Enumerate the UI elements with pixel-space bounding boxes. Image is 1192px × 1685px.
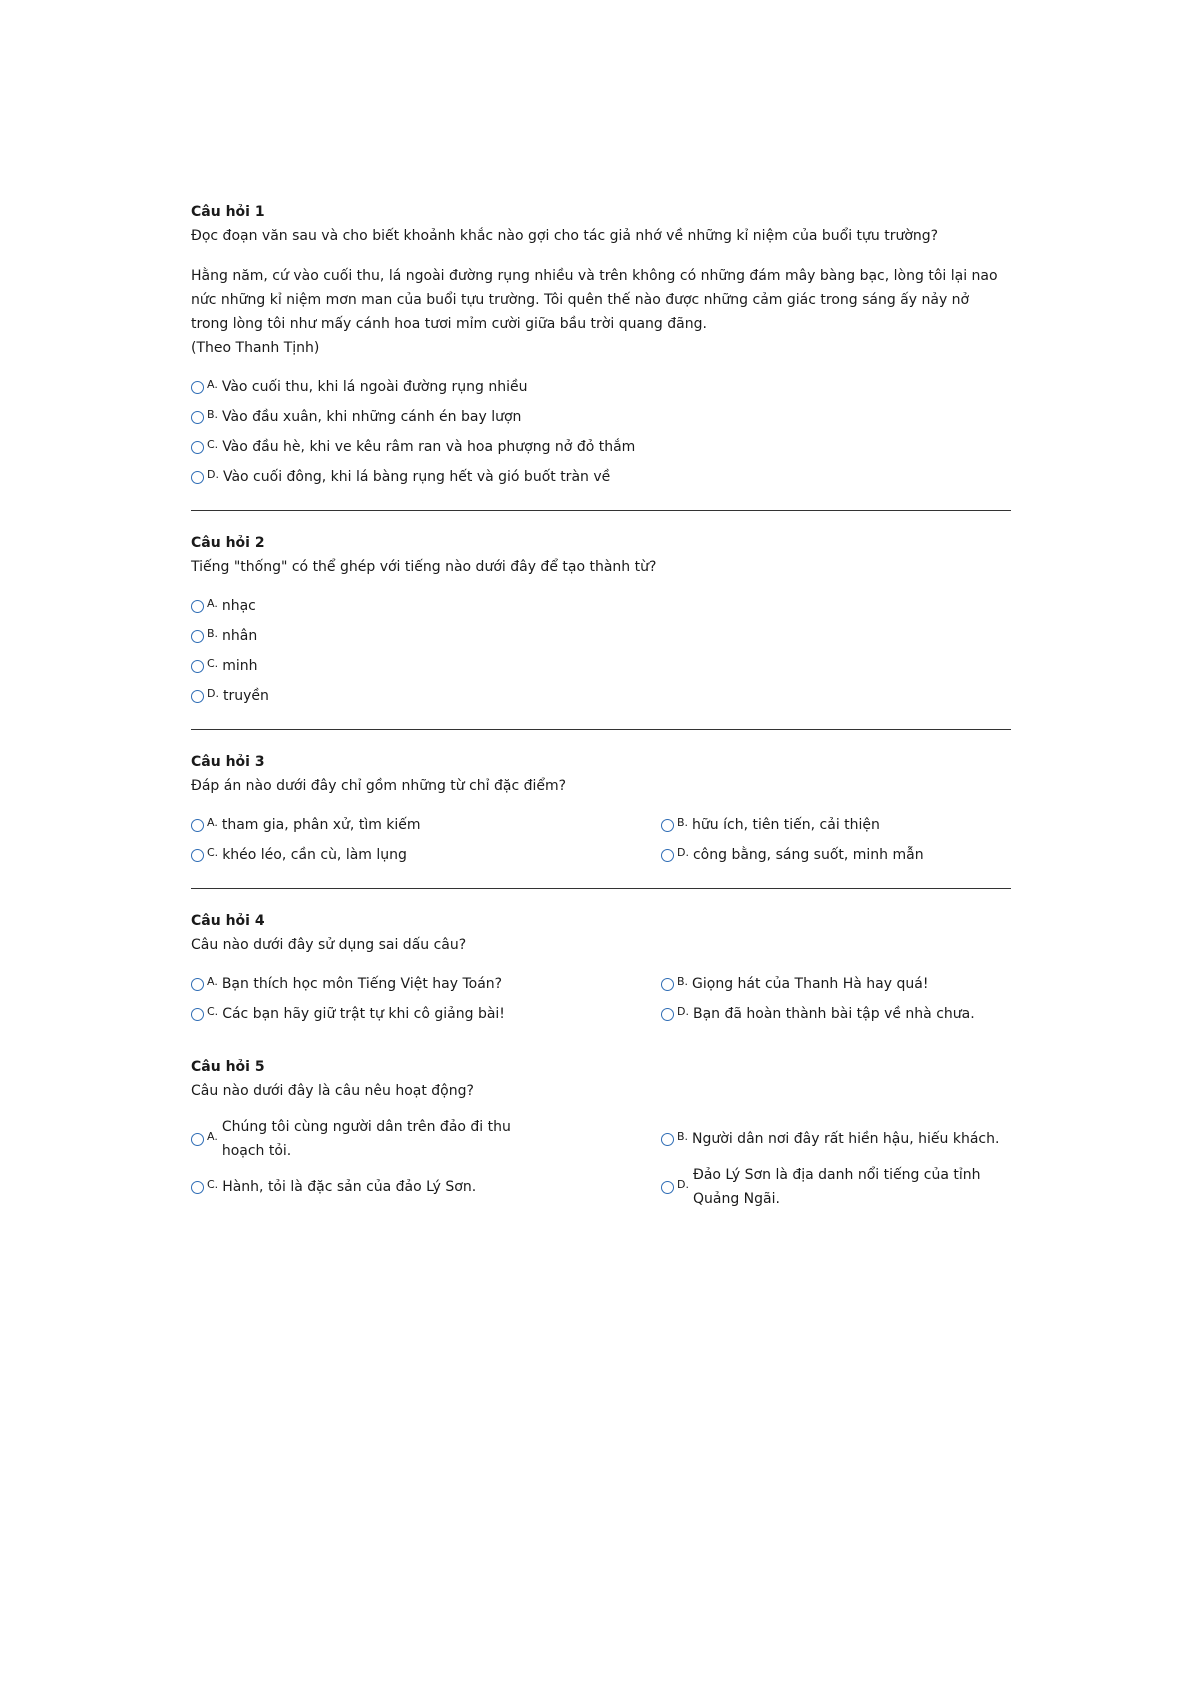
radio-button[interactable]	[191, 600, 204, 613]
question-text: Đáp án nào dưới đây chỉ gồm những từ chỉ đặc điểm?	[191, 778, 567, 794]
question-text: Câu nào dưới đây sử dụng sai dấu câu?	[191, 937, 467, 953]
question-4	[191, 909, 1011, 1029]
option-text: Hành, tỏi là đặc sản của đảo Lý Sơn.	[222, 1179, 477, 1195]
question-3	[191, 750, 1011, 870]
options-grid	[191, 1115, 1011, 1211]
radio-button[interactable]	[191, 1133, 204, 1146]
option-letter: B.	[677, 815, 689, 829]
question-text: Câu nào dưới đây là câu nêu hoạt động?	[191, 1083, 474, 1099]
radio-button[interactable]	[191, 1008, 204, 1021]
question-title: Câu hỏi 5	[191, 1059, 265, 1075]
passage-line: Hằng năm, cứ vào cuối thu, lá ngoài đường rụng nhiều và trên không có những đám mây bàng bạc, lòng tôi lại nao	[191, 268, 998, 284]
option-text: Người dân nơi đây rất hiền hậu, hiếu khách.	[692, 1131, 1000, 1147]
question-divider	[191, 888, 1011, 889]
option-text	[222, 1115, 511, 1163]
option-text: Bạn thích học môn Tiếng Việt hay Toán?	[221, 976, 503, 992]
option-text: Giọng hát của Thanh Hà hay quá!	[692, 976, 929, 992]
option-letter: D.	[677, 1177, 689, 1191]
option-text-line: hoạch tỏi.	[221, 1143, 292, 1159]
option-letter: C.	[207, 845, 219, 859]
spacer	[191, 1029, 1011, 1055]
option-letter: B.	[207, 407, 219, 421]
option-text: hữu ích, tiên tiến, cải thiện	[692, 817, 880, 833]
option-a[interactable]	[191, 591, 1011, 621]
radio-button[interactable]	[191, 381, 204, 394]
option-text-line: Quảng Ngãi.	[692, 1191, 780, 1207]
radio-button[interactable]	[191, 978, 204, 991]
question-title: Câu hỏi 1	[191, 204, 265, 220]
option-letter: C.	[207, 1177, 219, 1191]
radio-button[interactable]	[661, 1181, 674, 1194]
option-b[interactable]	[661, 1115, 1011, 1163]
option-text: Vào cuối đông, khi lá bàng rụng hết và gió buốt tràn về	[222, 469, 611, 485]
option-b[interactable]	[191, 402, 1011, 432]
options-grid	[191, 969, 1011, 1029]
quiz-page	[191, 200, 1011, 1211]
option-d[interactable]	[191, 681, 1011, 711]
passage-line: nức những kỉ niệm mơn man của buổi tựu trường. Tôi quên thế nào được những cảm giác trong sáng ấy nảy nở	[191, 292, 970, 308]
option-letter: B.	[677, 1129, 689, 1143]
option-letter: A.	[207, 377, 218, 391]
option-c[interactable]	[191, 999, 661, 1029]
radio-button[interactable]	[661, 1133, 674, 1146]
option-c[interactable]	[191, 432, 1011, 462]
question-divider	[191, 510, 1011, 511]
option-letter: C.	[207, 656, 219, 670]
radio-button[interactable]	[661, 978, 674, 991]
options-list	[191, 372, 1011, 492]
question-5	[191, 1055, 1011, 1211]
option-text-line: Đảo Lý Sơn là địa danh nổi tiếng của tỉnh	[692, 1167, 981, 1183]
option-text: công bằng, sáng suốt, minh mẫn	[692, 847, 924, 863]
question-2	[191, 531, 1011, 711]
option-a[interactable]	[191, 969, 661, 999]
option-a[interactable]	[191, 1115, 661, 1163]
option-text: nhạc	[221, 598, 256, 614]
option-text: tham gia, phân xử, tìm kiếm	[221, 817, 421, 833]
radio-button[interactable]	[191, 1181, 204, 1194]
option-letter: D.	[677, 845, 689, 859]
option-letter: D.	[207, 686, 219, 700]
option-text: khéo léo, cần cù, làm lụng	[222, 847, 407, 863]
option-letter: A.	[207, 596, 218, 610]
radio-button[interactable]	[661, 1008, 674, 1021]
radio-button[interactable]	[661, 819, 674, 832]
option-letter: B.	[677, 974, 689, 988]
radio-button[interactable]	[191, 849, 204, 862]
question-text: Tiếng "thống" có thể ghép với tiếng nào dưới đây để tạo thành từ?	[191, 559, 657, 575]
radio-button[interactable]	[191, 630, 204, 643]
option-letter: D.	[207, 467, 219, 481]
question-title: Câu hỏi 4	[191, 913, 265, 929]
option-text	[693, 1163, 981, 1211]
option-text: truyền	[222, 688, 269, 704]
option-letter: A.	[207, 974, 218, 988]
options-list	[191, 591, 1011, 711]
option-c[interactable]	[191, 651, 1011, 681]
option-text: Bạn đã hoàn thành bài tập về nhà chưa.	[692, 1006, 975, 1022]
question-1	[191, 200, 1011, 492]
option-a[interactable]	[191, 810, 661, 840]
passage-source: (Theo Thanh Tịnh)	[191, 340, 320, 356]
option-c[interactable]	[191, 840, 661, 870]
option-letter: C.	[207, 437, 219, 451]
radio-button[interactable]	[661, 849, 674, 862]
option-b[interactable]	[661, 969, 1011, 999]
option-text: Vào đầu hè, khi ve kêu râm ran và hoa phượng nở đỏ thắm	[222, 439, 636, 455]
option-a[interactable]	[191, 372, 1011, 402]
option-letter: A.	[207, 1129, 218, 1143]
option-text: Vào đầu xuân, khi những cánh én bay lượn	[222, 409, 522, 425]
option-letter: A.	[207, 815, 218, 829]
passage-line: trong lòng tôi như mấy cánh hoa tươi mỉm cười giữa bầu trời quang đãng.	[191, 316, 707, 332]
option-text: minh	[222, 658, 258, 674]
option-letter: C.	[207, 1004, 219, 1018]
option-b[interactable]	[661, 810, 1011, 840]
radio-button[interactable]	[191, 819, 204, 832]
question-text: Đọc đoạn văn sau và cho biết khoảnh khắc nào gợi cho tác giả nhớ về những kỉ niệm của buổi tựu trường?	[191, 228, 939, 244]
option-text: Các bạn hãy giữ trật tự khi cô giảng bài!	[222, 1006, 505, 1022]
radio-button[interactable]	[191, 411, 204, 424]
options-grid	[191, 810, 1011, 870]
option-text: Vào cuối thu, khi lá ngoài đường rụng nhiều	[221, 379, 528, 395]
question-title: Câu hỏi 3	[191, 754, 265, 770]
option-text-line: Chúng tôi cùng người dân trên đảo đi thu	[221, 1119, 511, 1135]
option-c[interactable]	[191, 1163, 661, 1211]
radio-button[interactable]	[191, 690, 204, 703]
reading-passage	[191, 264, 1011, 360]
option-d[interactable]	[661, 1163, 1011, 1211]
radio-button[interactable]	[191, 471, 204, 484]
question-divider	[191, 729, 1011, 730]
option-d[interactable]	[661, 999, 1011, 1029]
question-title: Câu hỏi 2	[191, 535, 265, 551]
option-b[interactable]	[191, 621, 1011, 651]
radio-button[interactable]	[191, 660, 204, 673]
option-d[interactable]	[661, 840, 1011, 870]
option-text: nhân	[222, 628, 258, 644]
option-letter: B.	[207, 626, 219, 640]
option-letter: D.	[677, 1004, 689, 1018]
option-d[interactable]	[191, 462, 1011, 492]
radio-button[interactable]	[191, 441, 204, 454]
